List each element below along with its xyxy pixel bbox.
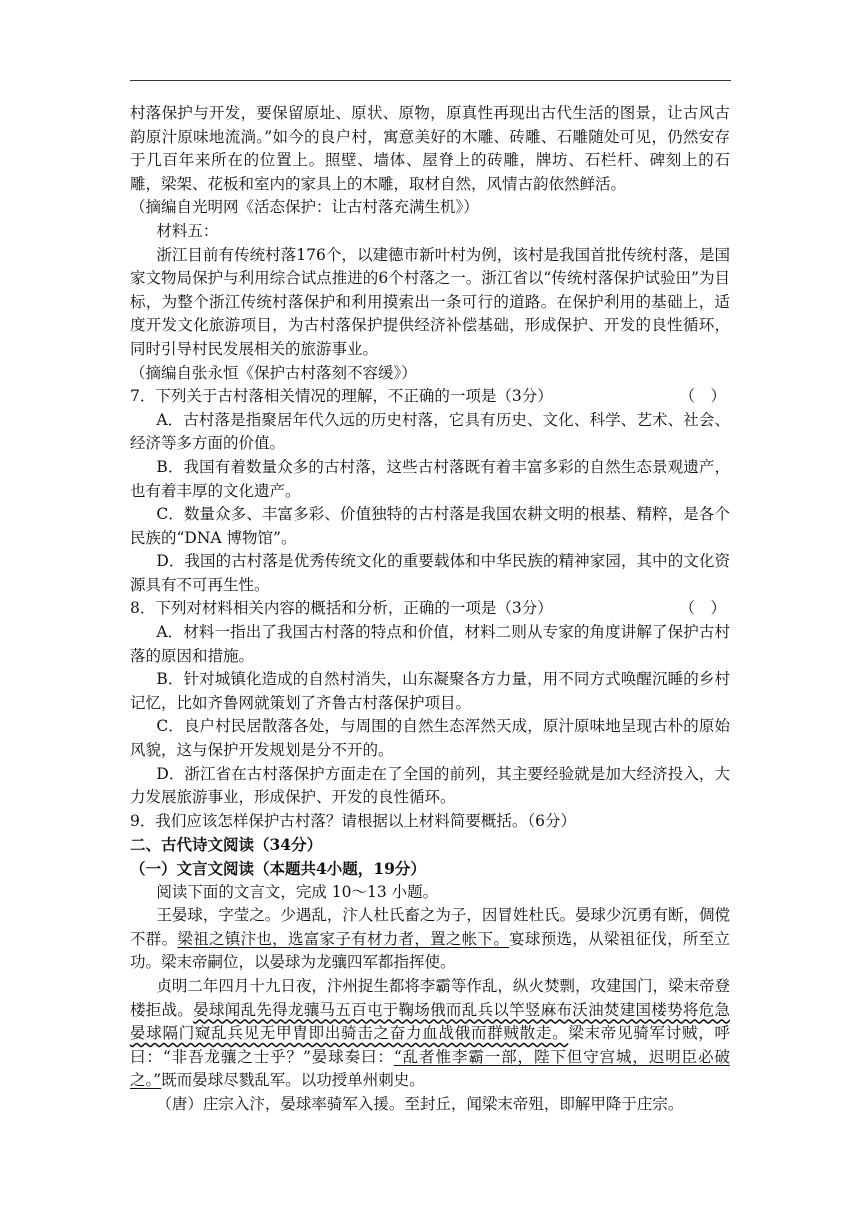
question-7-stem — [130, 385, 730, 409]
source-citation-4: （摘编自光明网《活态保护：让古村落充满生机》） — [130, 198, 479, 217]
paragraph-1-part-a: 王晏球，字莹之。少遇乱，汴人杜氏畜之为子，因冒姓杜氏。晏球少沉勇有断，倜傥不群。 — [130, 906, 730, 948]
underlined-sentence-1: 梁祖之镇汴也，选富家子有材力者，置之帐下。 — [177, 929, 510, 948]
question-9: 9．我们应该怎样保护古村落？请根据以上材料简要概括。（6分） — [130, 811, 576, 830]
question-8-answer-blank: （ ） — [679, 599, 726, 618]
classical-paragraph-1 — [130, 904, 730, 975]
underlined-sentence-2: “乱者惟李霸一部，陛下但守宫城，迟明臣必破之。” — [130, 1047, 730, 1090]
classical-paragraph-3: （唐）庄宗入汴，晏球率骑军入援。至封丘，闻梁末帝殂，即解甲降于庄宗。 — [156, 1094, 684, 1113]
section-2-heading: 二、古代诗文阅读（34分） — [130, 835, 323, 855]
paragraph-1-part-c: 宴球预选，从梁祖征伐，所至立功。梁末帝嗣位，以晏球为龙骧四军都指挥使。 — [130, 929, 730, 972]
question-7-text: 7．下列关于古村落相关情况的理解，不正确的一项是（3分） — [130, 387, 553, 406]
question-8-text: 8．下列对材料相关内容的概括和分析，正确的一项是（3分） — [130, 599, 553, 618]
question-8-stem — [130, 597, 730, 621]
question-7-option-a: A．古村落是指聚居年代久远的历史村落，它具有历史、文化、科学、艺术、社会、经济等多方面的价值。 — [130, 410, 730, 453]
paragraph-2-part-e: 既而晏球尽戮乱军。以功授单州刺史。 — [161, 1071, 425, 1090]
source-citation-5: （摘编自张永恒《保护古村落刻不容缓》） — [130, 363, 417, 382]
punctuation-exercise-passage: 晏球闻乱先得龙骧马五百屯于鞠场俄而乱兵以竿竖麻布沃油焚建国楼势将危急晏球隔门窥乱兵见无甲胄即出骑击之奋力血战俄而群贼散走。 — [130, 1000, 730, 1043]
question-8-option-c: C．良户村民居散落各处，与周围的自然生态浑然天成，原汁原味地呈现古朴的原始风貌，这与保护开发规划是分不开的。 — [130, 717, 730, 760]
paragraph-2-part-c: 梁末帝见骑军讨贼，呼曰：“非吾龙骧之士乎？”晏球奏曰： — [130, 1024, 730, 1066]
header-rule — [130, 80, 731, 81]
material5-text: 浙江目前有传统村落176个，以建德市新叶村为例，该村是我国首批传统村落，是国家文物局保护与利用综合试点推进的6个村落之一。浙江省以“传统村落保护试验田”为目标，为整个浙江传统村落保护和利用摸索出一条可行的道路。在保护利用的基础上，适度开发文化旅游项目，为古村落保护提供经济补偿基础，形成保护、开发的良性循环，同时引导村民发展相关的旅游事业。 — [130, 245, 730, 358]
section-2-1-heading: （一）文言文阅读（本题共4小题，19分） — [130, 859, 426, 878]
question-7-answer-blank: （ ） — [679, 387, 726, 406]
material4-continuation: 村落保护与开发，要保留原址、原状、原物，原真性再现出古代生活的图景，让古风古韵原汁原味地流淌。”如今的良户村，寓意美好的木雕、砖雕、石雕随处可见，仍然安存于几百年来所在的位置上。照壁、墙体、屋脊上的砖雕，牌坊、石栏杆、碑刻上的石雕，梁架、花板和室内的家具上的木雕，取材自然，风情古韵依然鲜活。 — [130, 104, 730, 193]
question-8-option-d: D．浙江省在古村落保护方面走在了全国的前列，其主要经验就是加大经济投入，大力发展旅游事业，形成保护、开发的良性循环。 — [130, 764, 730, 807]
question-8-option-b: B．针对城镇化造成的自然村消失，山东凝聚各方力量，用不同方式唤醒沉睡的乡村记忆，比如齐鲁网就策划了齐鲁古村落保护项目。 — [130, 670, 730, 712]
question-7-option-d: D．我国的古村落是优秀传统文化的重要载体和中华民族的精神家园，其中的文化资源具有不可再生性。 — [130, 552, 730, 594]
material5-title: 材料五： — [156, 221, 219, 240]
question-7-option-c: C．数量众多、丰富多彩、价值独特的古村落是我国农耕文明的根基、精粹，是各个民族的“DNA 博物馆”。 — [130, 505, 730, 547]
reading-instruction: 阅读下面的文言文，完成 10～13 小题。 — [156, 882, 439, 901]
classical-paragraph-2 — [130, 975, 730, 1093]
exam-page — [130, 102, 730, 1117]
question-8-option-a: A．材料一指出了我国古村落的特点和价值，材料二则从专家的角度讲解了保护古村落的原因和措施。 — [130, 623, 730, 665]
paragraph-2-part-a: 贞明二年四月十九日夜，汴州捉生都将李霸等作乱，纵火焚剽，攻建国门，梁末帝登楼拒战。 — [130, 976, 730, 1019]
question-7-option-b: B．我国有着数量众多的古村落，这些古村落既有着丰富多彩的自然生态景观遗产，也有着丰厚的文化遗产。 — [130, 457, 730, 500]
